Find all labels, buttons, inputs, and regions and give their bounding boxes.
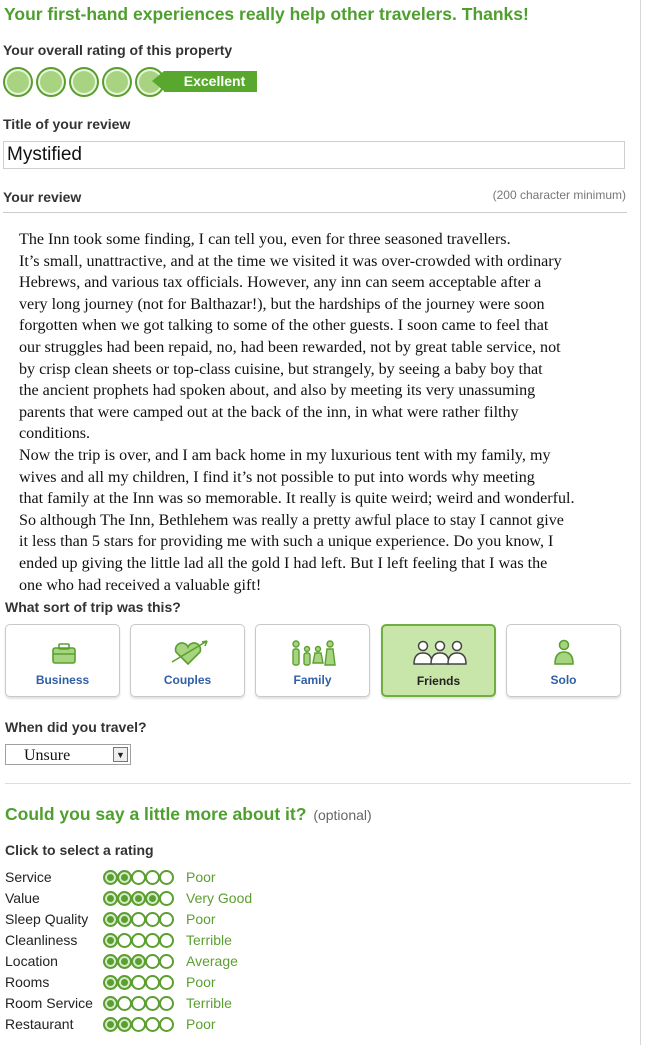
rating-bubble[interactable] (145, 1017, 160, 1032)
rating-row-label: Room Service (5, 995, 93, 1011)
review-title-label: Title of your review (3, 116, 131, 132)
rating-bubble[interactable] (159, 954, 174, 969)
rating-bubble[interactable] (145, 954, 160, 969)
rating-row-value (5, 888, 405, 909)
rating-bubble[interactable] (145, 870, 160, 885)
review-line: the ancient prophets had spoken about, and also by meeting its very unassuming (19, 382, 536, 400)
dropdown-arrow-icon[interactable]: ▼ (113, 747, 128, 762)
section-divider (5, 783, 631, 784)
rating-row-label: Location (5, 953, 58, 969)
rating-row-value: Poor (186, 1016, 216, 1032)
travel-date-value: Unsure (24, 747, 71, 764)
rating-row-value: Terrible (186, 932, 232, 948)
briefcase-icon (6, 639, 119, 667)
rating-bubble[interactable] (103, 912, 118, 927)
rating-bubble[interactable] (117, 912, 132, 927)
rating-bubble[interactable] (131, 954, 146, 969)
trip-option-label: Friends (416, 674, 461, 688)
rating-bubble[interactable] (159, 912, 174, 927)
rating-bubble[interactable] (103, 996, 118, 1011)
rating-row-label: Value (5, 890, 40, 906)
review-line: Hebrews, and various tax officials. However, any inn can seem acceptable after a (19, 274, 542, 292)
more-details-title: Could you say a little more about it? (5, 804, 307, 824)
rating-row-rooms (5, 972, 405, 993)
review-line: Now the trip is over, and I am back home in my luxurious tent with my family, my (19, 446, 551, 464)
rating-bubble[interactable] (159, 933, 174, 948)
review-line: So although The Inn, Bethlehem was really a pretty awful place to stay I cannot give (19, 511, 564, 529)
rating-row-service (5, 867, 405, 888)
overall-rating-label: Your overall rating of this property (3, 42, 233, 58)
rating-row-label: Restaurant (5, 1016, 74, 1032)
rating-bubble[interactable] (117, 870, 132, 885)
rating-bubble-4[interactable] (102, 67, 132, 97)
rating-row-sleep-quality (5, 909, 405, 930)
rating-bubble[interactable] (131, 870, 146, 885)
review-line: one who had received a valuable gift! (19, 576, 262, 594)
review-label: Your review (3, 189, 82, 205)
rating-row-value: Average (186, 953, 238, 969)
rating-bubble[interactable] (131, 996, 146, 1011)
review-textarea[interactable] (19, 229, 644, 596)
rating-row-value: Very Good (186, 890, 253, 906)
trip-option-label: Family (293, 673, 332, 687)
rating-bubble-3[interactable] (69, 67, 99, 97)
rating-bubble-2[interactable] (36, 67, 66, 97)
friends-icon (383, 640, 494, 668)
rating-bubble[interactable] (131, 975, 146, 990)
rating-bubble-1[interactable] (3, 67, 33, 97)
trip-option-friends[interactable] (381, 624, 496, 697)
rating-row-value: Poor (186, 911, 216, 927)
rating-bubble[interactable] (159, 891, 174, 906)
trip-option-business[interactable] (5, 624, 120, 697)
rating-row-cleanliness (5, 930, 405, 951)
travel-date-label: When did you travel? (5, 719, 147, 735)
review-line: It’s small, unattractive, and at the time we visited it was over-crowded with ordinary (19, 252, 562, 270)
rating-row-label: Rooms (5, 974, 50, 990)
rating-row-location (5, 951, 405, 972)
ratings-label: Click to select a rating (5, 842, 154, 858)
review-line: very long journey (not for Balthazar!), but the hardships of the journey were soon (19, 295, 545, 313)
review-line: conditions. (19, 425, 91, 443)
trip-option-couples[interactable] (130, 624, 245, 697)
travel-date-select[interactable] (5, 744, 131, 765)
rating-bubble[interactable] (159, 870, 174, 885)
review-line: wives and all my children, I find it’s not possible to put into words why meeting (19, 468, 535, 486)
rating-bubble[interactable] (159, 996, 174, 1011)
rating-row-restaurant (5, 1014, 405, 1035)
rating-bubble[interactable] (145, 891, 160, 906)
rating-bubble[interactable] (103, 870, 118, 885)
review-line: our struggles had been repaid, no, had been rewarded, not by great table service, not (19, 338, 561, 356)
thanks-headline: Your first-hand experiences really help other travelers. Thanks! (4, 4, 529, 24)
rating-bubble[interactable] (103, 933, 118, 948)
heart-arrow-icon (131, 639, 244, 667)
review-line: forgotten when we got talking to some of the other guests. I soon came to feel that (19, 317, 549, 335)
review-line: that family at the Inn was so memorable. It really is quite weird; weird and wonderful. (19, 490, 575, 508)
more-details-heading (5, 804, 372, 825)
rating-row-value: Poor (186, 974, 216, 990)
trip-type-label: What sort of trip was this? (5, 599, 181, 615)
review-line: parents that were camped out at the back of the inn, in what were rather filthy (19, 403, 519, 421)
review-line: ended up giving the little lad all the gold I had left. But I left feeling that I was the (19, 554, 548, 572)
rating-bubble[interactable] (103, 954, 118, 969)
rating-bubble[interactable] (117, 1017, 132, 1032)
rating-bubble[interactable] (145, 996, 160, 1011)
rating-bubble[interactable] (117, 996, 132, 1011)
rating-bubble[interactable] (159, 975, 174, 990)
overall-rating-bubbles[interactable] (3, 67, 168, 97)
person-icon (507, 639, 620, 667)
rating-bubble[interactable] (145, 933, 160, 948)
family-icon (256, 639, 369, 667)
rating-bubble[interactable] (117, 975, 132, 990)
rating-bubble[interactable] (131, 1017, 146, 1032)
rating-bubble[interactable] (117, 891, 132, 906)
rating-bubble[interactable] (103, 1017, 118, 1032)
trip-option-family[interactable] (255, 624, 370, 697)
trip-option-solo[interactable] (506, 624, 621, 697)
rating-row-label: Sleep Quality (5, 911, 89, 927)
optional-note: (optional) (313, 807, 372, 823)
rating-row-value: Terrible (186, 995, 232, 1011)
rating-bubble[interactable] (103, 891, 118, 906)
rating-bubble[interactable] (145, 912, 160, 927)
rating-bubble[interactable] (117, 954, 132, 969)
review-line: The Inn took some finding, I can tell you, even for three seasoned travellers. (19, 231, 511, 248)
rating-row-value: Poor (186, 869, 216, 885)
trip-option-label: Business (35, 673, 90, 687)
rating-row-room-service (5, 993, 405, 1014)
rating-row-label: Cleanliness (5, 932, 78, 948)
char-minimum-note: (200 character minimum) (492, 188, 626, 202)
review-divider (3, 212, 627, 213)
rating-row-label: Service (5, 869, 52, 885)
rating-bubble[interactable] (159, 1017, 174, 1032)
rating-bubble[interactable] (131, 891, 146, 906)
rating-badge: Excellent (164, 71, 257, 92)
review-line: by crisp clean sheets or top-class cuisine, but strangely, by seeing a baby boy that (19, 360, 543, 378)
trip-option-label: Solo (550, 673, 577, 687)
rating-bubble[interactable] (131, 912, 146, 927)
rating-bubble[interactable] (103, 975, 118, 990)
review-title-input[interactable] (3, 141, 625, 169)
rating-bubble[interactable] (145, 975, 160, 990)
rating-bubble[interactable] (117, 933, 132, 948)
trip-option-label: Couples (163, 673, 212, 687)
rating-bubble[interactable] (131, 933, 146, 948)
review-line: it less than 5 stars for providing me with such a unique experience. Do you know, I (19, 533, 554, 551)
